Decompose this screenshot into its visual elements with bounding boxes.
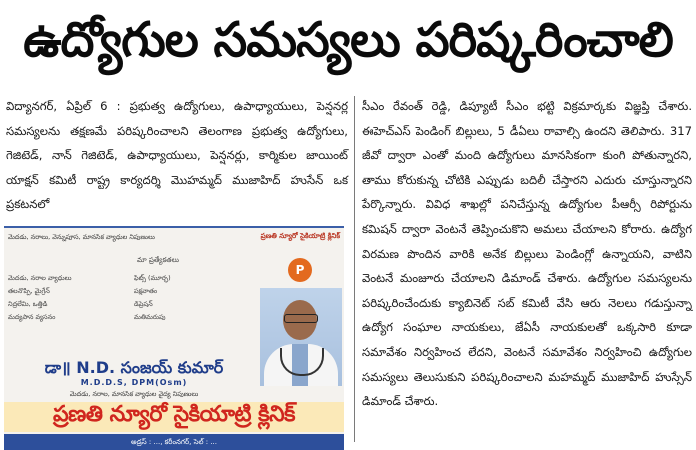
article-paragraph-right: సీఎం రేవంత్ రెడ్డి, డిప్యూటీ సీఎం భట్టి విక్రమార్కకు విజ్ఞప్తి చేశారు. ఈహెచ్ఎస్ పెండింగ్ బిల్లులు, 5 డీఏలు రావాల్సి ఉందని తెలిపారు. 317 జీవో ద్వారా ఎంతో మంది ఉద్యోగులు మానసికంగా కుంగి పోతున్నారని, తాము కోరుకున్న చోటికి ఎప్పుడు బదిలీ చేస్తారని ఎదురు చూస్తున్నారని పేర్కొన్నారు. వివిధ శాఖల్లో పనిచేస్తున్న ఉద్యోగుల పీఆర్సీ రిపోర్టును కమిషన్ ద్వారా వెంటనే తెప్పించుకొని అమలు చేయాలని కోరారు. ఉద్యోగ విరమణ పొందిన వారికి అనేక బిల్లులు పెండింగ్లో ఉన్నాయని, వాటిని వెంటనే మంజూరు చేయాలని డిమాండ్ చేశారు. ఉద్యోగుల సమస్యలను పరిష్కరించేందుకు క్యాబినెట్ సబ్ కమిటీ వేసి ఆరు నెలలు గడుస్తున్నా ఉద్యోగ సంఘాల నాయకులు, జేఏసీ నాయకులతో ఒక్కసారి కూడా సమావేశం నిర్వహించ లేదని, వెంటనే సమావేశం నిర్వహించి ఉద్యోగుల సమస్యలు తెలుసుకుని పరిష్కరించాలని మహమ్మద్ ముజాహిద్ హుస్సేన్ డిమాండ్ చేశారు.	[362, 99, 692, 409]
ad-clinic-banner: ప్రణతి న్యూరో సైకియాట్రి క్లినిక్	[4, 402, 344, 432]
ad-doctor-tagline: మెదడు, నరాల, మానసిక వ్యాధుల వైద్య నిపుణులు	[69, 390, 199, 398]
article-column-right	[362, 94, 692, 414]
ad-service-item: మెదడు, నరాల వ్యాధులు	[8, 274, 72, 282]
clinic-logo-icon: P	[288, 258, 312, 282]
ad-services-list	[8, 272, 254, 324]
ad-address-bar: అడ్రస్ : ..., కరీంనగర్, సెల్ : ...	[4, 434, 344, 450]
headline: ఉద్యోగుల సమస్యలు పరిష్కరించాలి	[23, 12, 673, 68]
ad-slogan: ప్రణతి న్యూరో సైకియాట్రి క్లినిక్	[260, 232, 340, 240]
ad-service-item: ఫిట్స్ (మూర్ఛ)	[134, 274, 171, 282]
column-divider	[354, 96, 355, 442]
article-column-left	[6, 94, 348, 217]
doctor-photo	[260, 288, 342, 386]
ad-service-item: తలనొప్పి, మైగ్రేన్	[8, 287, 50, 295]
ad-service-item: మతిమరుపు	[134, 313, 166, 321]
ad-tagline: మెదడు, నరాలు, వెన్నుపూస, మానసిక వ్యాధుల నిపుణులు	[8, 233, 155, 241]
article-paragraph-left: విద్యానగర్, ఏప్రిల్ 6 : ప్రభుత్వ ఉద్యోగులు, ఉపాధ్యాయులు, పెన్షనర్ల సమస్యలను తక్షణమే పరిష్కరించాలని తెలంగాణ ప్రభుత్వ ఉద్యోగులు, గెజిటెడ్, నాన్ గెజిటెడ్, ఉపాధ్యాయులు, పెన్షనర్లు, కార్మికుల జాయింట్ యాక్షన్ కమిటీ రాష్ట్ర కార్యదర్శి మొహమ్మద్ ముజాహిద్ హుసేన్ ఒక ప్రకటనలో	[6, 99, 348, 212]
ad-service-item: నిద్రలేమి, ఒత్తిడి	[8, 300, 48, 308]
clinic-advertisement	[4, 226, 344, 450]
ad-qualification: M.D.D.S, DPM(Osm)	[80, 378, 188, 387]
ad-service-item: మద్యపాన వ్యసనం	[8, 313, 56, 321]
ad-service-item: పక్షవాతం	[134, 287, 158, 295]
ad-service-item: డిప్రెషన్	[134, 300, 153, 308]
ad-services-title: మా ప్రత్యేకతలు	[137, 256, 179, 264]
glasses-icon	[284, 314, 318, 323]
ad-doctor-name: డా॥ N.D. సంజయ్ కుమార్	[44, 358, 224, 377]
